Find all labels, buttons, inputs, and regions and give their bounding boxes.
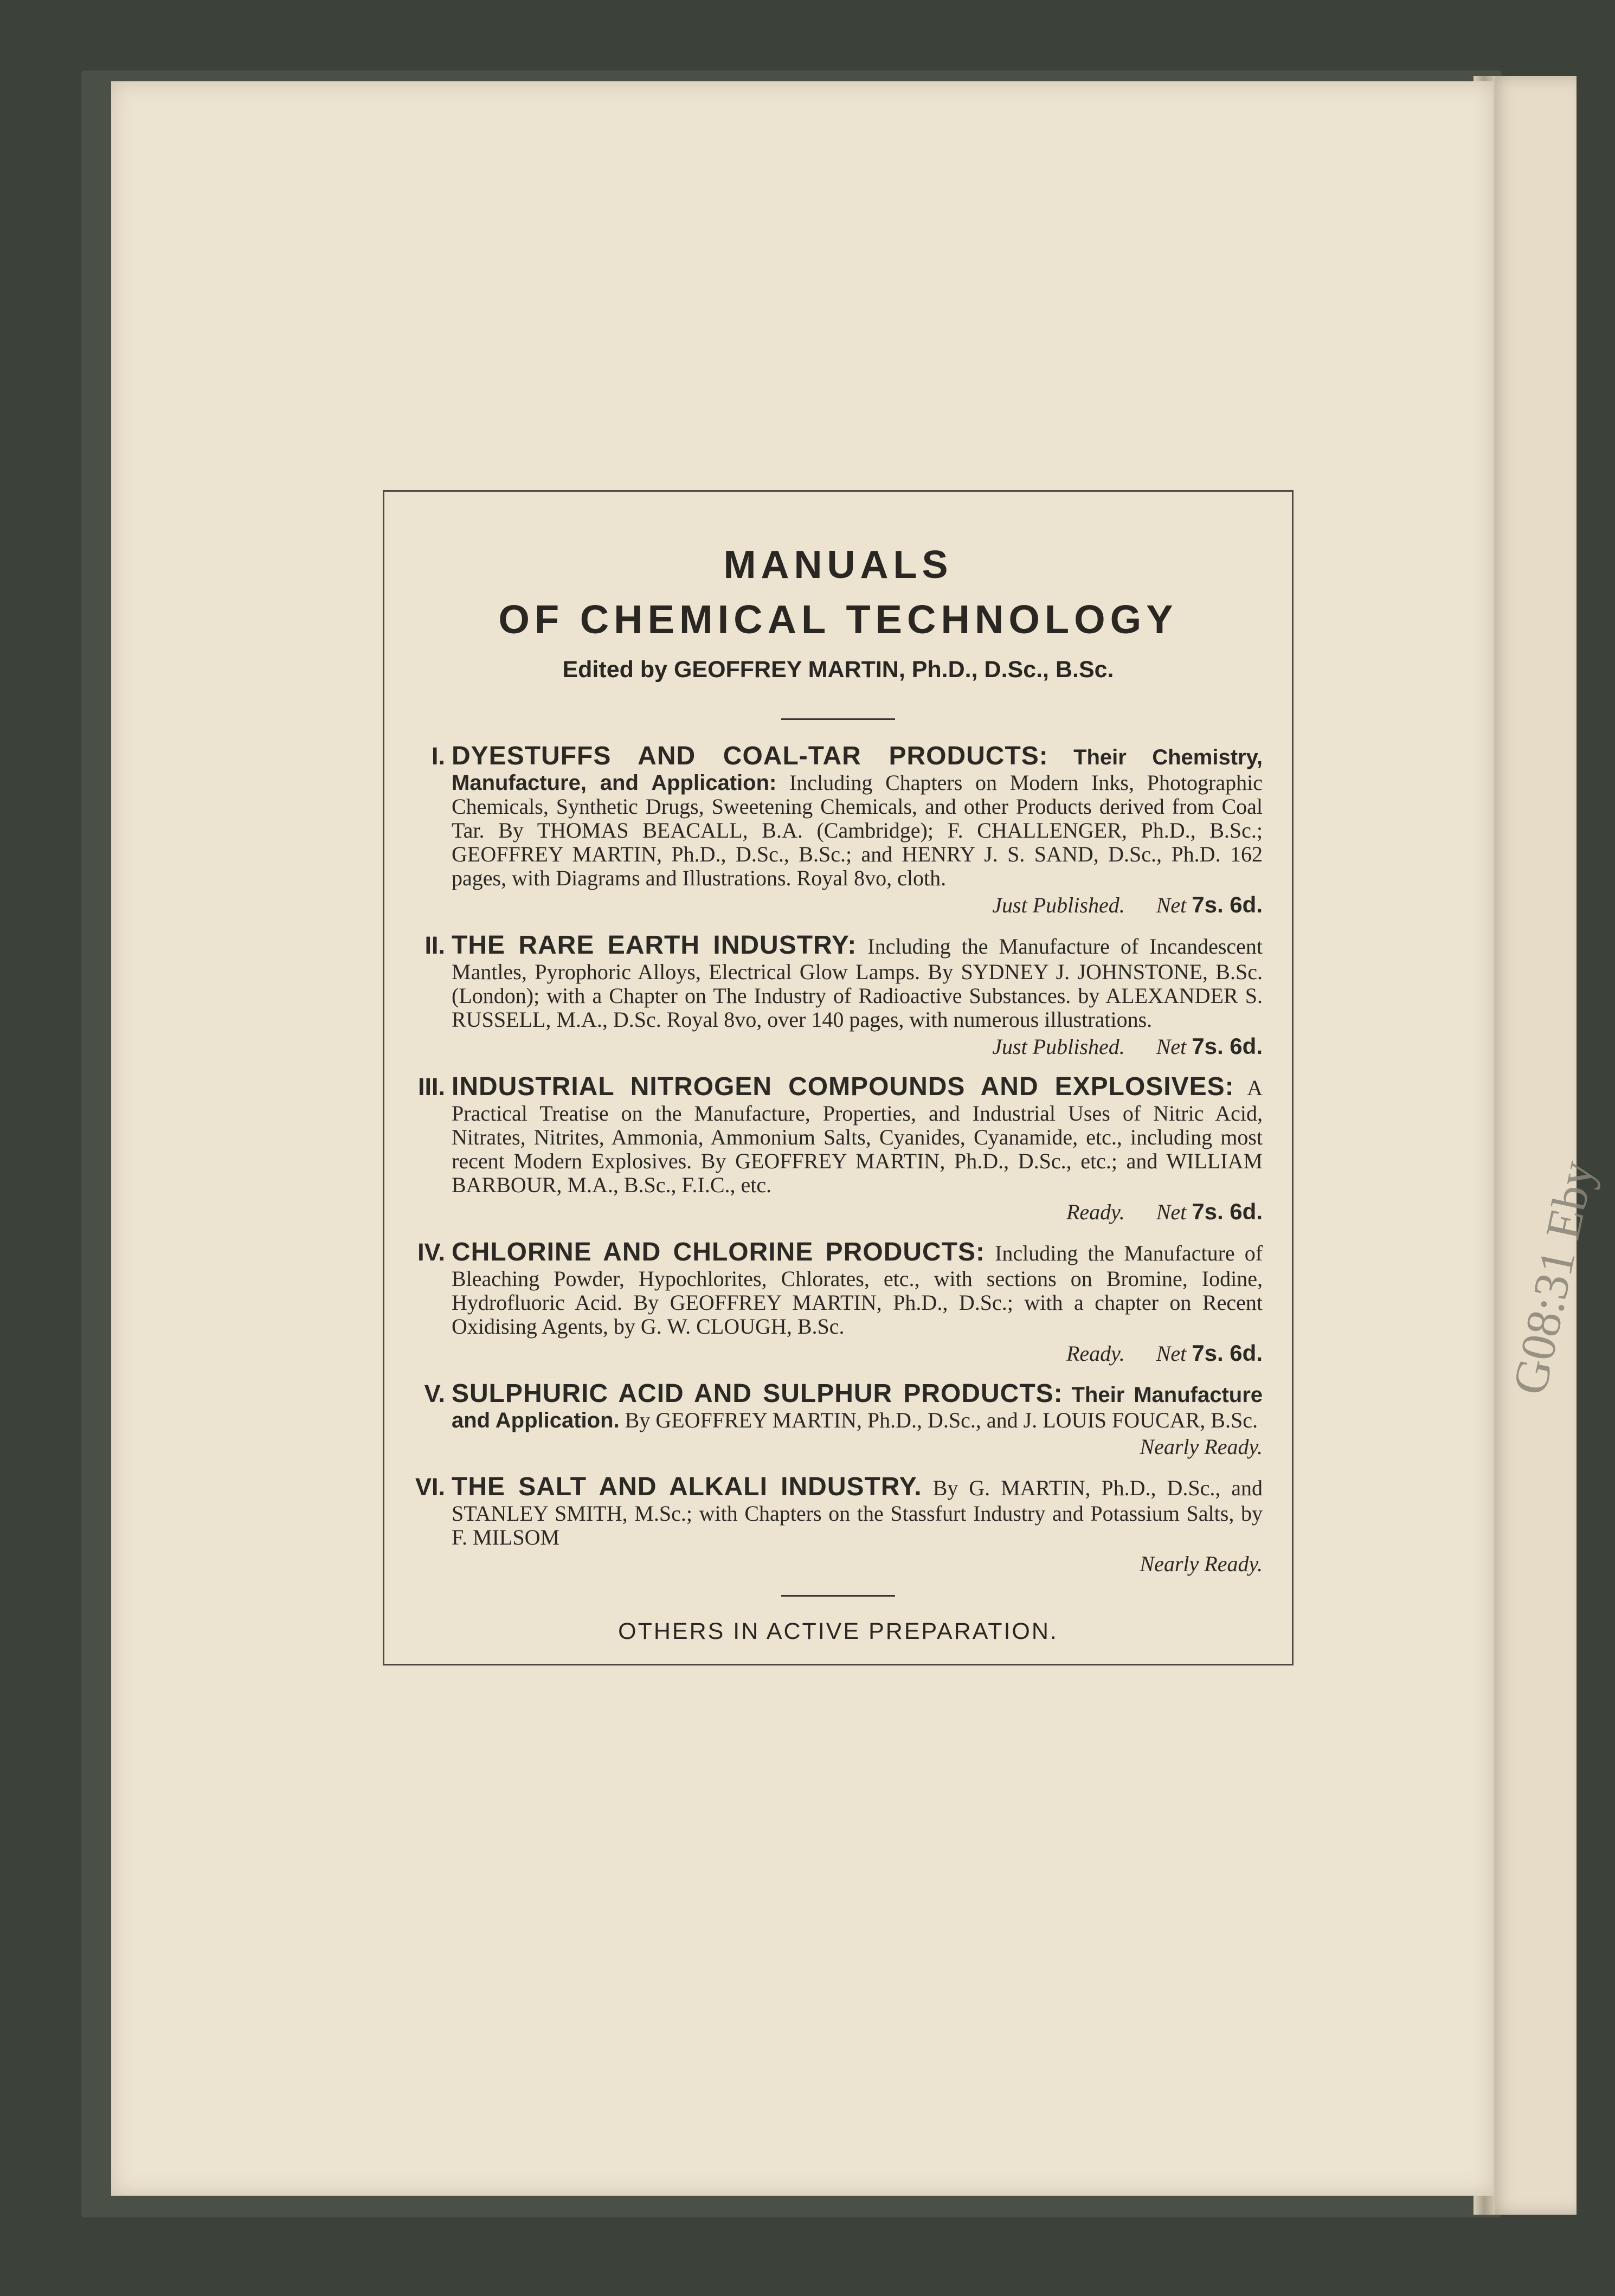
top-divider-rule [781, 718, 895, 720]
book-numeral: V. [424, 1380, 445, 1407]
book-description: Including Chapters on Modern Inks, Photographic Chemicals, Synthetic Drugs, Sweetening Chemicals, and other Products derived from Coal Tar. By THOMAS BEACALL, B.A. (Cambridge); F. CHALLENGER, Ph.D., B.Sc.; GEOFFREY MARTIN, Ph.D., D.Sc., B.Sc.; and HENRY J. S. SAND, D.Sc., Ph.D. 162 pages, with Diagrams and Illustrations. Royal 8vo, cloth. [452, 770, 1263, 890]
series-title-line2: OF CHEMICAL TECHNOLOGY [498, 597, 1178, 642]
book-net-label: Net [1156, 893, 1187, 917]
book-price: 7s. 6d. [1192, 1340, 1263, 1366]
book-description-block [452, 1238, 1263, 1339]
book-status-line [452, 1432, 1263, 1462]
book-price: 7s. 6d. [1192, 1199, 1263, 1224]
book-title: THE RARE EARTH INDUSTRY: [452, 931, 857, 960]
book-subtitle: Their Chemistry, Manufacture, and Application: [452, 745, 1263, 795]
book-description: Including the Manufacture of Incandescent Mantles, Pyrophoric Alloys, Electrical Glow Lamps. By SYDNEY J. JOHNSTONE, B.Sc. (London); with a Chapter on The Industry of Radioactive Substances. by ALEXANDER S. RUSSELL, M.A., D.Sc. Royal 8vo, over 140 pages, with numerous illustrations. [452, 934, 1263, 1032]
book-status: Ready. [1066, 1341, 1125, 1366]
book-status-line [452, 1339, 1263, 1368]
book-status-line [452, 1032, 1263, 1062]
book-description-block [452, 1472, 1263, 1549]
series-editor: Edited by GEOFFREY MARTIN, Ph.D., D.Sc., B.Sc. [562, 657, 1114, 683]
book-title: DYESTUFFS AND COAL-TAR PRODUCTS: [452, 742, 1048, 770]
book-description: A Practical Treatise on the Manufacture, Properties, and Industrial Uses of Nitric Acid, Nitrates, Nitrites, Ammonia, Ammonium Salts, Cyanides, Cyanamide, etc., including most recent Modern Explosives. By GEOFFREY MARTIN, Ph.D., D.Sc., etc.; and WILLIAM BARBOUR, M.A., B.Sc., F.I.C., etc. [452, 1076, 1263, 1197]
book-entry-6 [392, 1472, 1284, 1579]
book-status: Ready. [1066, 1200, 1125, 1224]
book-description-block [452, 1379, 1263, 1432]
book-entry-1 [392, 742, 1284, 920]
book-list [392, 742, 1284, 1579]
book-description-block [452, 1072, 1263, 1197]
book-numeral: VI. [415, 1473, 445, 1501]
advertisement-content [392, 497, 1284, 1658]
book-numeral: III. [417, 1073, 445, 1101]
book-status-line [452, 1197, 1263, 1227]
series-title-line1: MANUALS [723, 543, 953, 587]
bottom-divider-rule [781, 1595, 895, 1597]
book-title: INDUSTRIAL NITROGEN COMPOUNDS AND EXPLOSIVES: [452, 1072, 1234, 1101]
book-status: Just Published. [992, 1034, 1125, 1059]
book-numeral: I. [431, 742, 445, 770]
handwritten-shelfmark: G08:31 Eby [1502, 1156, 1605, 1399]
book-net-label: Net [1156, 1200, 1187, 1224]
book-description: By G. MARTIN, Ph.D., D.Sc., and STANLEY SMITH, M.Sc.; with Chapters on the Stassfurt Industry and Potassium Salts, by F. MILSOM [452, 1476, 1263, 1549]
book-title: SULPHURIC ACID AND SULPHUR PRODUCTS: [452, 1379, 1063, 1408]
book-description-block [452, 931, 1263, 1032]
book-subtitle: Their Manufacture and Application. [452, 1383, 1263, 1432]
book-description: Including the Manufacture of Bleaching Powder, Hypochlorites, Chlorates, etc., with sections on Bromine, Iodine, Hydrofluoric Acid. By GEOFFREY MARTIN, Ph.D., D.Sc.; with a chapter on Recent Oxidising Agents, by G. W. CLOUGH, B.Sc. [452, 1241, 1263, 1339]
book-entry-5 [392, 1379, 1284, 1462]
book-status: Nearly Ready. [1140, 1435, 1263, 1459]
footer-note: OTHERS IN ACTIVE PREPARATION. [618, 1618, 1058, 1644]
book-price: 7s. 6d. [1192, 892, 1263, 917]
book-status-line [452, 1549, 1263, 1579]
book-net-label: Net [1156, 1341, 1187, 1366]
book-status: Just Published. [992, 893, 1125, 917]
book-status-line [452, 890, 1263, 920]
book-entry-4 [392, 1238, 1284, 1368]
book-description: By GEOFFREY MARTIN, Ph.D., D.Sc., and J. LOUIS FOUCAR, B.Sc. [625, 1408, 1258, 1432]
book-entry-3 [392, 1072, 1284, 1227]
book-status: Nearly Ready. [1140, 1552, 1263, 1576]
book-title: THE SALT AND ALKALI INDUSTRY. [452, 1472, 922, 1501]
book-numeral: IV. [417, 1238, 445, 1266]
book-title: CHLORINE AND CHLORINE PRODUCTS: [452, 1238, 986, 1266]
advertisement-frame [383, 490, 1294, 1665]
book-net-label: Net [1156, 1034, 1187, 1059]
book-numeral: II. [424, 931, 445, 959]
book-price: 7s. 6d. [1192, 1033, 1263, 1059]
book-description-block [452, 742, 1263, 890]
book-entry-2 [392, 931, 1284, 1062]
